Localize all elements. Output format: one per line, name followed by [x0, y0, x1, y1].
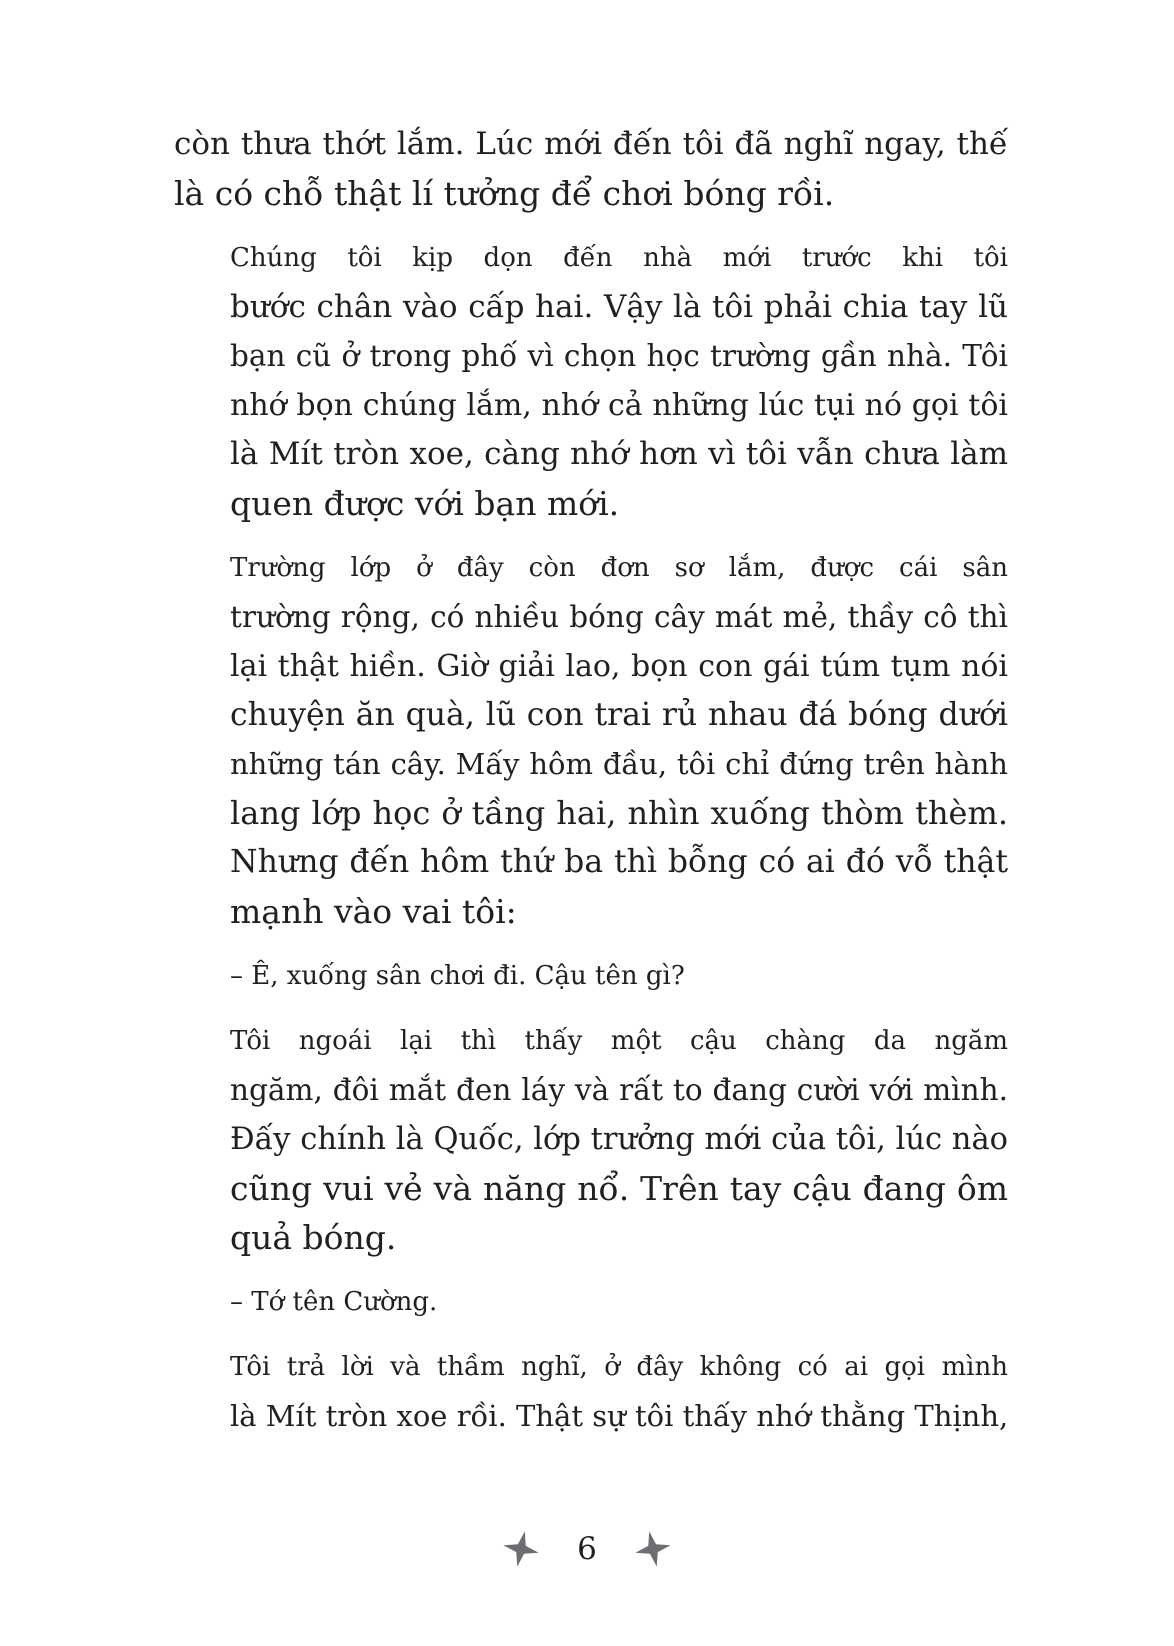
star-icon [501, 1529, 541, 1569]
text-line: Tôi trả lời và thầm nghĩ, ở đây không có ai gọi mình [230, 1352, 1008, 1382]
page-footer [0, 1524, 1174, 1574]
text-line: những tán cây. Mấy hôm đầu, tôi chỉ đứng trên hành [230, 747, 1008, 781]
text-line: – Tớ tên Cường. [230, 1287, 438, 1317]
text-line: ngăm, đôi mắt đen láy và rất to đang cười với mình. [230, 1073, 1008, 1107]
text-line: chuyện ăn quà, lũ con trai rủ nhau đá bóng dưới [230, 697, 1008, 733]
paragraph [174, 952, 1008, 1001]
paragraph [174, 1017, 1008, 1262]
text-line: bạn cũ ở trong phố vì chọn học trường gần nhà. Tôi [230, 339, 1008, 373]
text-line: quen được với bạn mới. [230, 484, 620, 523]
text-line: là Mít tròn xoe, càng nhớ hơn vì tôi vẫn chưa làm [230, 436, 1008, 472]
text-line: còn thưa thớt lắm. Lúc mới đến tôi đã nghĩ ngay, thế [174, 126, 1008, 162]
text-line: Nhưng đến hôm thứ ba thì bỗng có ai đó vỗ thật [230, 844, 1008, 880]
text-line: – Ê, xuống sân chơi đi. Cậu tên gì? [230, 961, 685, 991]
paragraph [174, 1343, 1008, 1441]
text-line: Trường lớp ở đây còn đơn sơ lắm, được cái sân [230, 553, 1008, 583]
paragraph [174, 234, 1008, 528]
text-line: Đấy chính là Quốc, lớp trưởng mới của tôi, lúc nào [230, 1122, 1008, 1157]
text-line: Tôi ngoái lại thì thấy một cậu chàng da ngăm [230, 1026, 1008, 1056]
page-body [174, 120, 1008, 1457]
star-icon [633, 1529, 673, 1569]
text-line: nhớ bọn chúng lắm, nhớ cả những lúc tụi nó gọi tôi [230, 388, 1008, 423]
text-line: Chúng tôi kịp dọn đến nhà mới trước khi tôi [230, 243, 1008, 273]
paragraph [174, 544, 1008, 936]
text-line: cũng vui vẻ và năng nổ. Trên tay cậu đang ôm [230, 1169, 1008, 1208]
text-line: lại thật hiền. Giờ giải lao, bọn con gái túm tụm nói [230, 649, 1008, 684]
text-line: lang lớp học ở tầng hai, nhìn xuống thòm thèm. [230, 794, 1008, 832]
text-line: bước chân vào cấp hai. Vậy là tôi phải chia tay lũ [230, 289, 1008, 325]
page-number: 6 [577, 1531, 597, 1567]
text-line: mạnh vào vai tôi: [230, 892, 517, 931]
text-line: trường rộng, có nhiều bóng cây mát mẻ, thầy cô thì [230, 600, 1008, 634]
paragraph [174, 1278, 1008, 1327]
text-line: là có chỗ thật lí tưởng để chơi bóng rồi. [174, 174, 835, 213]
text-line: quả bóng. [230, 1218, 397, 1257]
text-line: là Mít tròn xoe rồi. Thật sự tôi thấy nhớ thằng Thịnh, [230, 1399, 1009, 1433]
paragraph [174, 120, 1008, 218]
